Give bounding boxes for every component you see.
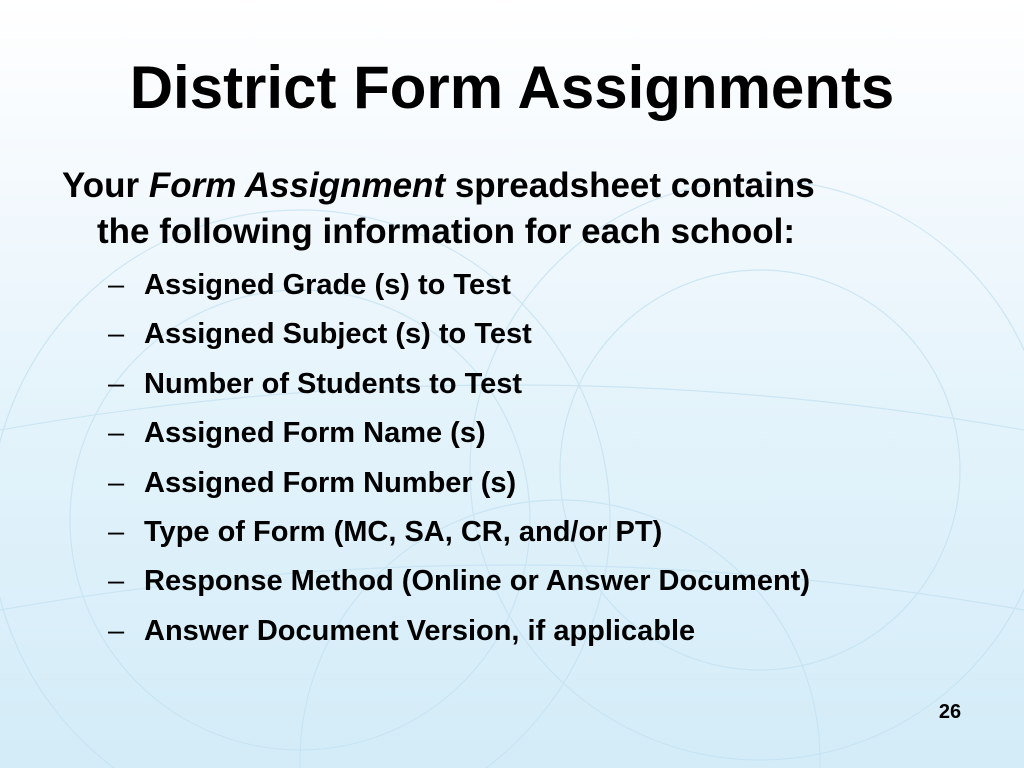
bullet-dash: – bbox=[108, 466, 125, 499]
bullet-dash: – bbox=[108, 515, 125, 548]
bullet-item bbox=[108, 611, 810, 660]
bullet-dash: – bbox=[108, 565, 125, 598]
bullet-item bbox=[108, 561, 810, 610]
bullet-dash: – bbox=[108, 318, 125, 351]
bullet-text: Assigned Grade (s) to Test bbox=[144, 269, 511, 301]
bullet-text: Response Method (Online or Answer Document) bbox=[144, 565, 810, 598]
bullet-dash: – bbox=[108, 269, 125, 301]
page-number: 26 bbox=[938, 701, 962, 723]
intro-rest-text: spreadsheet contains bbox=[445, 166, 815, 205]
intro-emphasis-text: Form Assignment bbox=[148, 166, 446, 205]
intro-second-line: the following information for each school: bbox=[97, 212, 796, 251]
intro-lead-text: Your bbox=[62, 166, 149, 205]
bullet-text: Number of Students to Test bbox=[144, 367, 523, 400]
bullet-item bbox=[108, 364, 810, 413]
bullet-dash: – bbox=[108, 417, 125, 450]
bullet-item bbox=[108, 413, 810, 462]
bullet-text: Answer Document Version, if applicable bbox=[144, 614, 696, 647]
bullet-dash: – bbox=[108, 614, 125, 647]
bullet-text: Assigned Subject (s) to Test bbox=[144, 318, 532, 351]
slide-title: District Form Assignments bbox=[129, 54, 895, 121]
bullet-item bbox=[108, 265, 810, 314]
bullet-text: Assigned Form Number (s) bbox=[144, 466, 517, 499]
bullet-dash: – bbox=[108, 367, 125, 400]
bullet-item bbox=[108, 463, 810, 512]
bullet-item bbox=[108, 314, 810, 363]
bullet-text: Assigned Form Name (s) bbox=[144, 417, 486, 450]
bullet-list bbox=[108, 265, 810, 660]
bullet-item bbox=[108, 512, 810, 561]
bullet-text: Type of Form (MC, SA, CR, and/or PT) bbox=[144, 515, 663, 548]
intro-paragraph bbox=[62, 163, 962, 255]
